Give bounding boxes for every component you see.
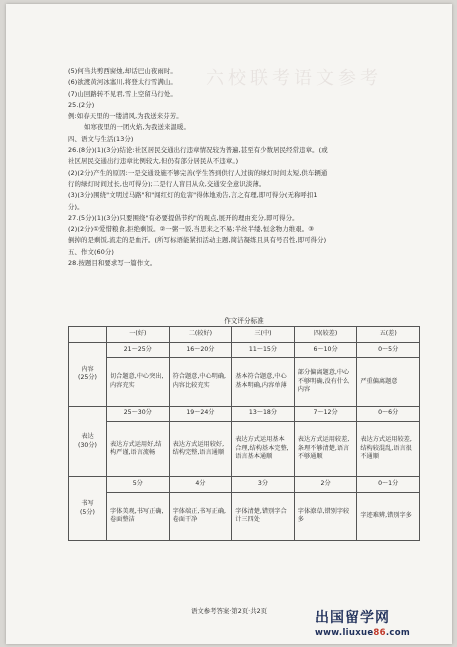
question-heading: 28.按题目和要求写一篇作文。 [68, 259, 157, 268]
score-range: 5分 [107, 477, 170, 492]
criterion-description: 符合题意,中心明确,内容比较充实 [169, 358, 232, 406]
answer-sheet-page [6, 4, 452, 644]
score-range: 16～20分 [169, 343, 232, 358]
score-range: 3分 [232, 477, 295, 492]
criterion-description: 表达方式运用较好,结构完整,语言通顺 [169, 421, 232, 477]
url-highlight: 86 [373, 628, 386, 638]
answer-line: 例:如春天里的一缕清风,为我送来芬芳。 [68, 112, 183, 121]
answer-line: (5)何当共剪西窗烛,却话巴山夜雨时。 [68, 67, 177, 75]
score-range: 13～18分 [232, 406, 295, 421]
criterion-description: 字体清楚,错别字合计三四处 [232, 492, 295, 540]
watermark: 六校联考语文参考 [206, 68, 382, 89]
grade-header: 一(好) [107, 327, 170, 343]
criterion-description: 表达方式运用基本合理,结构基本完整,语言基本通顺 [232, 421, 295, 477]
criterion-label: 表达 (30分) [69, 406, 107, 477]
criterion-description: 基本符合题意,中心基本明确,内容单薄 [232, 358, 295, 406]
rubric-title: 作文评分标准 [224, 317, 264, 325]
essay-scoring-rubric [68, 326, 420, 541]
grade-header: 四(较差) [294, 327, 357, 343]
score-range: 2分 [294, 477, 357, 492]
answer-line: (6)欲渡黄河冰塞川,将登太行雪满山。 [68, 78, 177, 87]
criterion-description: 表达方式运用好,结构严谨,语言流畅 [107, 421, 170, 477]
criterion-description: 表达方式运用较差,结构较混乱,语言很不通顺 [357, 421, 420, 477]
grade-header: 五(差) [357, 327, 420, 343]
answer-line: (2)(2分)①爱惜粮食,拒绝剩饭。②一粥一饭,当思来之不易;半丝半缕,恒念物力维艰。③ [68, 225, 315, 234]
score-range: 4分 [169, 477, 232, 492]
url-prefix: www.liuxue [315, 628, 374, 638]
site-logo-name: 出国留学网 [315, 610, 390, 626]
score-range: 0～6分 [357, 406, 420, 421]
site-logo[interactable] [315, 607, 410, 638]
site-logo-url[interactable] [315, 628, 410, 638]
url-suffix: .com [385, 628, 411, 638]
question-heading: 26.(8分)(1)(3分)结论:社区居民交通出行违章情况较为普遍,甚至有少数居民经常违章。(或 [68, 146, 328, 155]
score-range: 21～25分 [107, 343, 170, 358]
criterion-label: 书写 (5分) [69, 477, 107, 541]
question-heading: 27.(5分)(1)(3分)只要围绕"有必要提倡节约"的观点,展开的理由充分,即可得分。 [68, 213, 299, 222]
criterion-description: 切合题意,中心突出,内容充实 [107, 358, 170, 406]
answer-line: (2)(2分)产生的原因:一是交通设施不够完善(学生答到供行人过街的绿灯时间太短,供车辆通 [68, 168, 328, 177]
criterion-description: 字体端正,书写正确,卷面干净 [169, 492, 232, 540]
criterion-description: 部分偏离题意,中心不够明确,没有什么内容 [294, 358, 357, 406]
answer-line: 分)。 [68, 202, 84, 211]
score-range: 7～12分 [294, 406, 357, 421]
answer-line: 社区居民交通出行违章比例较大,但仍有部分居民从不违章。) [68, 157, 239, 166]
criterion-description: 严重偏离题意 [357, 358, 420, 406]
score-range: 0～5分 [357, 343, 420, 358]
grade-header: 二(较好) [169, 327, 232, 343]
score-range: 25～30分 [107, 406, 170, 421]
answer-line: (3)(3分)围绕"文明过马路"和"闯红灯的危害"得体地劝告,言之有理,即可得分(无称呼扣1 [68, 191, 318, 200]
answer-line: (7)山回路转不见君,雪上空留马行处。 [68, 89, 177, 98]
score-range: 19～24分 [169, 406, 232, 421]
answer-line: 如寒夜里的一团火焰,为我送来温暖。 [84, 123, 190, 132]
grade-header: 三(中) [232, 327, 295, 343]
section-heading: 四、语文与生活(13分) [68, 134, 134, 143]
criterion-description: 字迹难辨,错别字多 [357, 492, 420, 540]
answer-line: 行的绿灯时间过长,也可得分);二是行人盲目从众,交通安全意识淡薄。 [68, 179, 266, 188]
criterion-description: 字体潦草,错别字较多 [294, 492, 357, 540]
page-footer: 语文参考答案·第2页·共2页 [190, 607, 268, 615]
score-range: 6～10分 [294, 343, 357, 358]
section-heading: 五、作文(60分) [68, 247, 114, 256]
rubric-corner-cell [69, 327, 107, 343]
criterion-description: 表达方式运用较差,条理不够清楚,语言不够通顺 [294, 421, 357, 477]
score-range: 0～1分 [357, 477, 420, 492]
answer-line: 倒掉的是剩饭,流走的是血汗。(所写标语能紧扣活动主题,简洁凝练且具有号召性,即可得分) [68, 236, 327, 245]
answer-text-block [68, 66, 428, 269]
score-range: 11～15分 [232, 343, 295, 358]
criterion-label: 内容 (25分) [69, 343, 107, 407]
criterion-description: 字体美观,书写正确,卷面整洁 [107, 492, 170, 540]
question-heading: 25.(2分) [68, 100, 95, 109]
